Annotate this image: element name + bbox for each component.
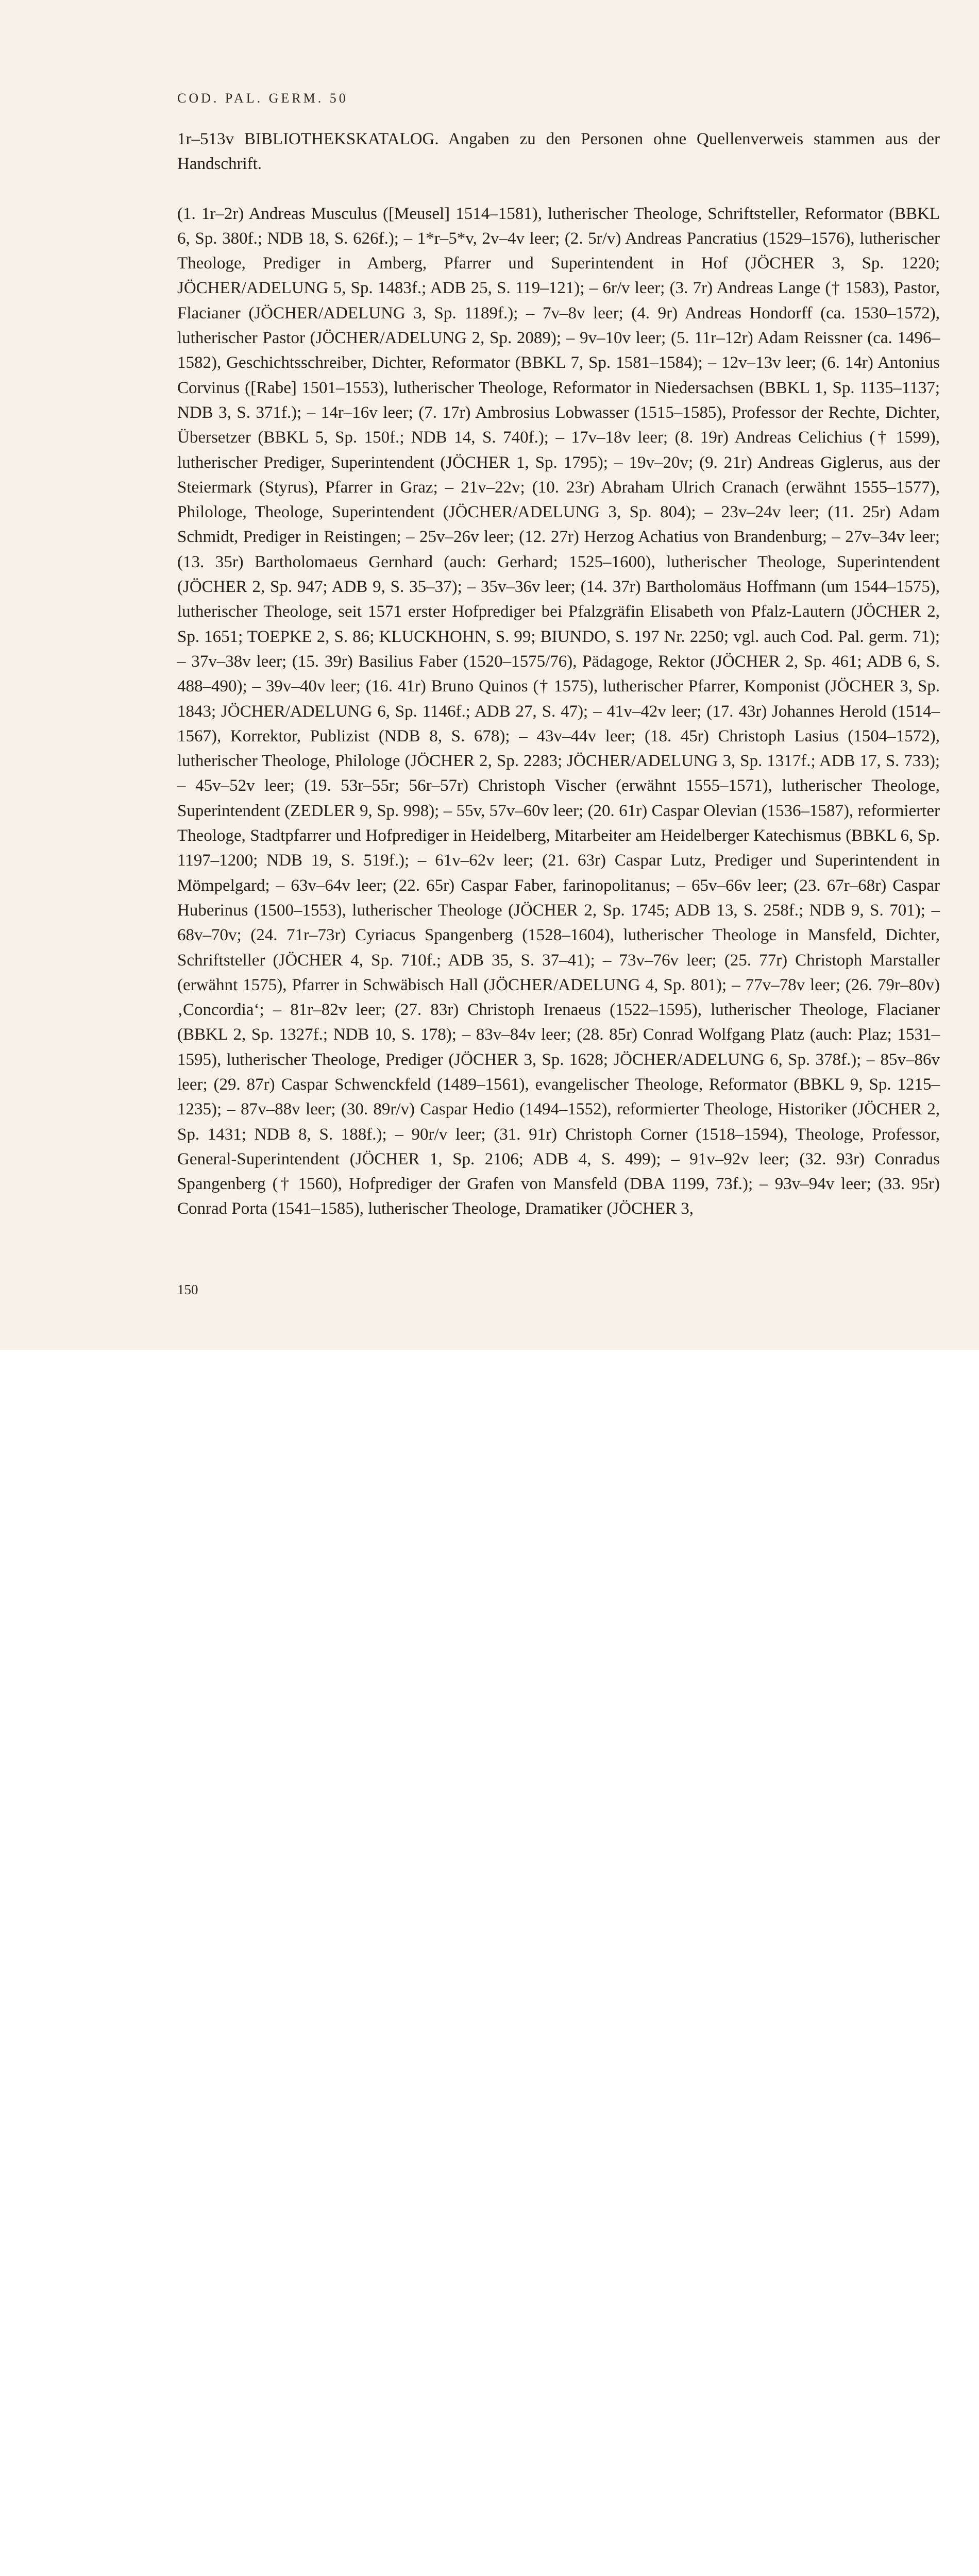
running-head: COD. PAL. GERM. 50 xyxy=(177,91,348,106)
catalog-entries: (1. 1r–2r) Andreas Musculus ([Meusel] 1514–1581), lutherischer Theologe, Schriftsteller, Reformator (BBKL 6, Sp. 380f.; NDB 18, S. 626f.); – 1*r–5*v, 2v–4v leer; (2. 5r/v) Andreas Pancratius (1529–1576), lutherischer Theologe, Prediger in Amberg, Pfarrer und Superintendent in Hof (JÖCHER 3, Sp. 1220; JÖCHER/ADELUNG 5, Sp. 1483f.; ADB 25, S. 119–121); – 6r/v leer; (3. 7r) Andreas Lange († 1583), Pastor, Flacianer (JÖCHER/ADELUNG 3, Sp. 1189f.); – 7v–8v leer; (4. 9r) Andreas Hondorff (ca. 1530–1572), lutherischer Pastor (JÖCHER/ADELUNG 2, Sp. 2089); – 9v–10v leer; (5. 11r–12r) Adam Reissner (ca. 1496–1582), Geschichtsschreiber, Dichter, Reformator (BBKL 7, Sp. 1581–1584); – 12v–13v leer; (6. 14r) Antonius Corvinus ([Rabe] 1501–1553), lutherischer Theologe, Reformator in Niedersachsen (BBKL 1, Sp. 1135–1137; NDB 3, S. 371f.); – 14r–16v leer; (7. 17r) Ambrosius Lobwasser (1515–1585), Professor der Rechte, Dichter, Übersetzer (BBKL 5, Sp. 150f.; NDB 14, S. 740f.); – 17v–18v leer; (8. 19r) Andreas Celichius († 1599), lutherischer Prediger, Superintendent (JÖCHER 1, Sp. 1795); – 19v–20v; (9. 21r) Andreas Giglerus, aus der Steiermark (Styrus), Pfarrer in Graz; – 21v–22v; (10. 23r) Abraham Ulrich Cranach (erwähnt 1555–1577), Philologe, Theologe, Superintendent (JÖCHER/ADELUNG 3, Sp. 804); – 23v–24v leer; (11. 25r) Adam Schmidt, Prediger in Reistingen; – 25v–26v leer; (12. 27r) Herzog Achatius von Brandenburg; – 27v–34v leer; (13. 35r) Bartholomaeus Gernhard (auch: Gerhard; 1525–1600), lutherischer Theologe, Superintendent (JÖCHER 2, Sp. 947; ADB 9, S. 35–37); – 35v–36v leer; (14. 37r) Bartholomäus Hoffmann (um 1544–1575), lutherischer Theologe, seit 1571 erster Hofprediger bei Pfalzgräfin Elisabeth von Pfalz-Lautern (JÖCHER 2, Sp. 1651; TOEPKE 2, S. 86; KLUCKHOHN, S. 99; BIUNDO, S. 197 Nr. 2250; vgl. auch Cod. Pal. germ. 71); – 37v–38v leer; (15. 39r) Basilius Faber (1520–1575/76), Pädagoge, Rektor (JÖCHER 2, Sp. 461; ADB 6, S. 488–490); – 39v–40v leer; (16. 41r) Bruno Quinos († 1575), lutherischer Pfarrer, Komponist (JÖCHER 3, Sp. 1843; JÖCHER/ADELUNG 6, Sp. 1146f.; ADB 27, S. 47); – 41v–42v leer; (17. 43r) Johannes Herold (1514–1567), Korrektor, Publizist (NDB 8, S. 678); – 43v–44v leer; (18. 45r) Christoph Lasius (1504–1572), lutherischer Theologe, Philologe (JÖCHER 2, Sp. 2283; JÖCHER/ADELUNG 3, Sp. 1317f.; ADB 17, S. 733); – 45v–52v leer; (19. 53r–55r; 56r–57r) Christoph Vischer (erwähnt 1555–1571), lutherischer Theologe, Superintendent (ZEDLER 9, Sp. 998); – 55v, 57v–60v leer; (20. 61r) Caspar Olevian (1536–1587), reformierter Theologe, Stadtpfarrer und Hofprediger in Heidelberg, Mitarbeiter am Heidelberger Katechismus (BBKL 6, Sp. 1197–1200; NDB 19, S. 519f.); – 61v–62v leer; (21. 63r) Caspar Lutz, Prediger und Superintendent in Mömpelgard; – 63v–64v leer; (22. 65r) Caspar Faber, farinopolitanus; – 65v–66v leer; (23. 67r–68r) Caspar Huberinus (1500–1553), lutherischer Theologe (JÖCHER 2, Sp. 1745; ADB 13, S. 258f.; NDB 9, S. 701); – 68v–70v; (24. 71r–73r) Cyriacus Spangenberg (1528–1604), lutherischer Theologe in Mansfeld, Dichter, Schriftsteller (JÖCHER 4, Sp. 710f.; ADB 35, S. 37–41); – 73v–76v leer; (25. 77r) Christoph Marstaller (erwähnt 1575), Pfarrer in Schwäbisch Hall (JÖCHER/ADELUNG 4, Sp. 801); – 77v–78v leer; (26. 79r–80v) ‚Concordia‘; – 81r–82v leer; (27. 83r) Christoph Irenaeus (1522–1595), lutherischer Theologe, Flacianer (BBKL 2, Sp. 1327f.; NDB 10, S. 178); – 83v–84v leer; (28. 85r) Conrad Wolfgang Platz (auch: Plaz; 1531–1595), lutherischer Theologe, Prediger (JÖCHER 3, Sp. 1628; JÖCHER/ADELUNG 6, Sp. 378f.); – 85v–86v leer; (29. 87r) Caspar Schwenckfeld (1489–1561), evangelischer Theologe, Reformator (BBKL 9, Sp. 1215–1235); – 87v–88v leer; (30. 89r/v) Caspar Hedio (1494–1552), reformierter Theologe, Historiker (JÖCHER 2, Sp. 1431; NDB 8, S. 188f.); – 90r/v leer; (31. 91r) Christoph Corner (1518–1594), Theologe, Professor, General-Superintendent (JÖCHER 1, Sp. 2106; ADB 4, S. 499); – 91v–92v leer; (32. 93r) Conradus Spangenberg († 1560), Hofprediger der Grafen von Mansfeld (DBA 1199, 73f.); – 93v–94v leer; (33. 95r) Conrad Porta (1541–1585), lutherischer Theologe, Dramatiker (JÖCHER 3, xyxy=(177,204,940,1218)
viewer-footer xyxy=(0,1350,979,1489)
page-number: 150 xyxy=(177,1282,198,1297)
catalog-intro: 1r–513v BIBLIOTHEKSKATALOG. Angaben zu den Personen ohne Quellenverweis stammen aus der Handschrift. xyxy=(177,130,940,174)
catalog-text xyxy=(177,127,940,1222)
